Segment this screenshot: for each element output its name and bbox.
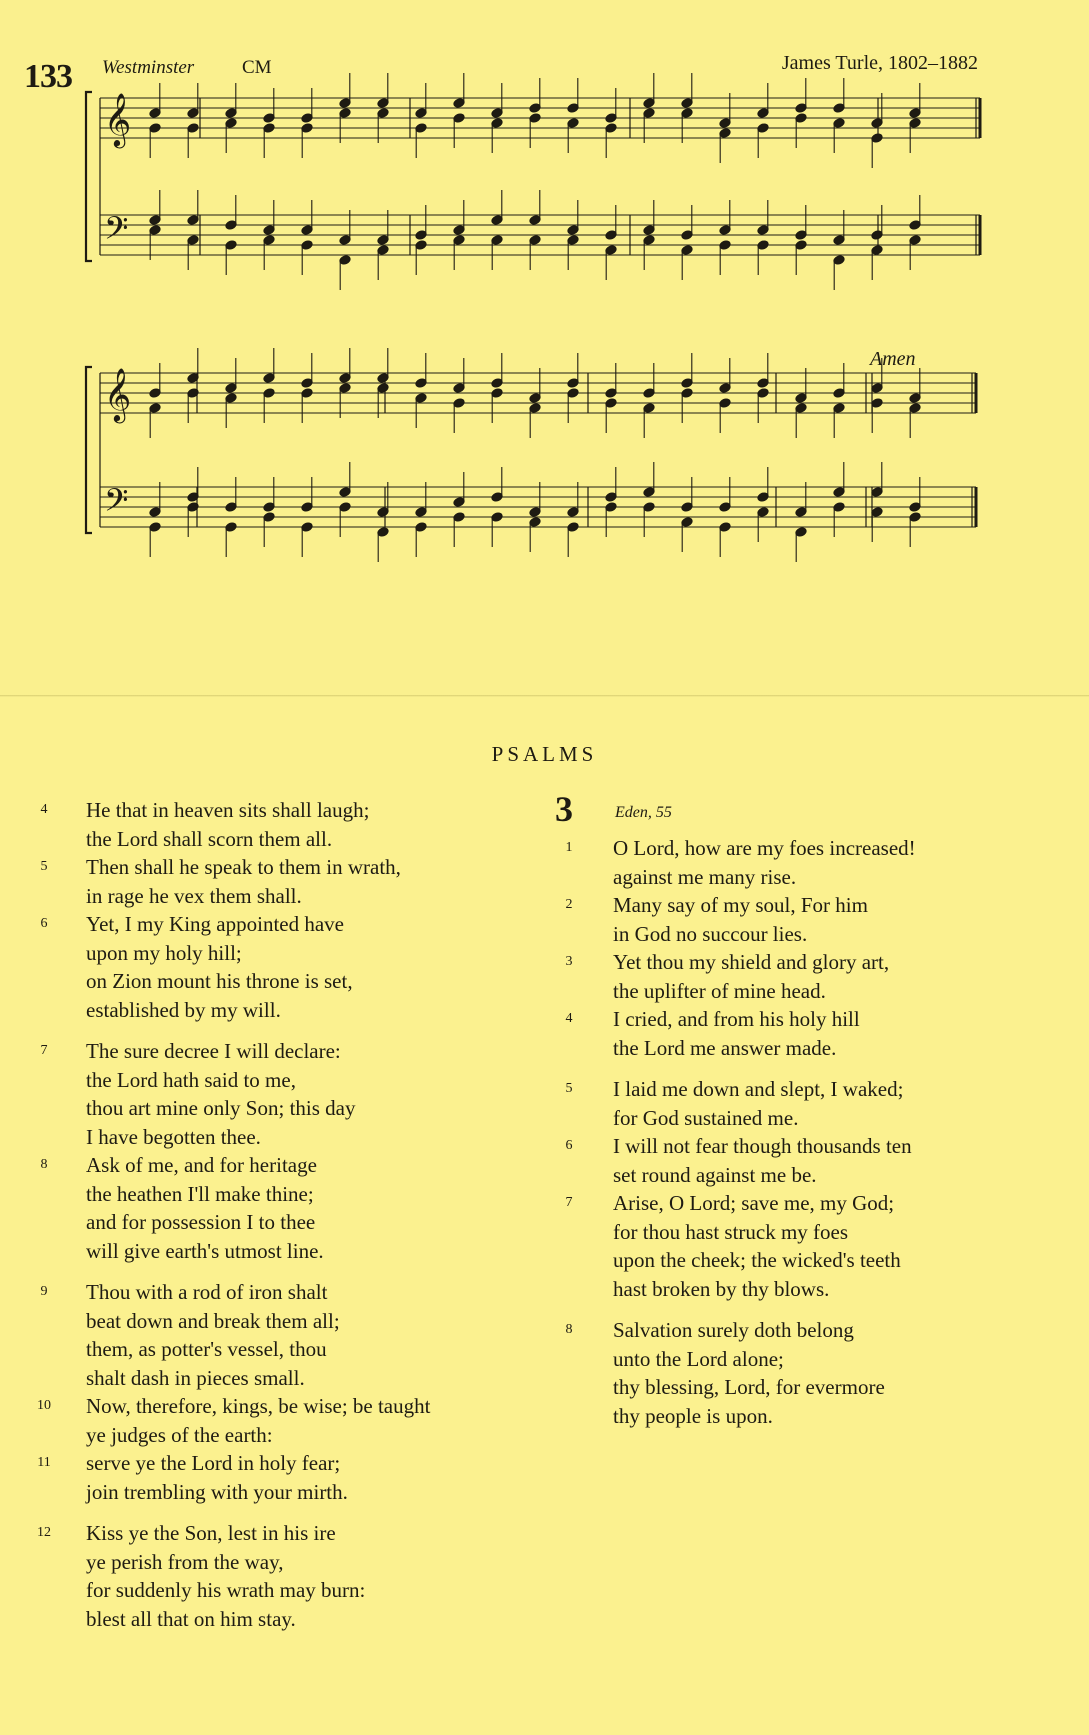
verse-number: 6 (40, 916, 48, 931)
verse-text: ye perish from the way, (86, 1549, 284, 1574)
verse-line (555, 1373, 1075, 1402)
verse-text: Many say of my soul, For him (613, 893, 868, 917)
system-bracket (86, 92, 92, 261)
verse-number: 1 (565, 840, 573, 855)
verse-text: I have begotten thee. (86, 1124, 261, 1149)
psalm-3-column (555, 789, 1075, 1430)
verse-line (30, 1278, 550, 1307)
stanza (30, 1037, 550, 1265)
verse-text: for thou hast struck my foes (613, 1219, 849, 1244)
verse-number: 3 (565, 954, 573, 969)
verse-text: the heathen I'll make thine; (86, 1181, 314, 1206)
verse-text: Yet, I my King appointed have (86, 912, 344, 936)
verse-number: 5 (40, 859, 48, 874)
verse-number: 4 (40, 802, 48, 817)
verse-text: set round against me be. (613, 1162, 817, 1187)
verse-text: and for possession I to thee (86, 1210, 316, 1234)
psalm-tune: Eden, 55 (615, 804, 672, 821)
verse-text: upon the cheek; the wicked's teeth (613, 1248, 901, 1272)
stanza (555, 834, 1075, 1062)
verse-text: thy people is upon. (613, 1403, 773, 1428)
verse-text: Ask of me, and for heritage (86, 1153, 317, 1177)
psalm-number: 3 (555, 789, 573, 829)
verse-line (555, 1075, 1075, 1104)
verse-line (30, 1519, 550, 1548)
verse-line (30, 1548, 550, 1577)
verse-line (30, 1123, 550, 1152)
verse-text: thou art mine only Son; this day (86, 1096, 356, 1120)
verse-text: for suddenly his wrath may burn: (86, 1578, 366, 1602)
verse-text: for God sustained me. (613, 1105, 799, 1130)
verse-line (30, 1449, 550, 1478)
verse-text: the uplifter of mine head. (613, 978, 826, 1003)
verse-line (30, 967, 550, 996)
verse-text: established by my will. (86, 997, 281, 1022)
verse-line (30, 1421, 550, 1450)
verse-number: 11 (37, 1455, 51, 1470)
verse-number: 2 (565, 897, 573, 912)
verse-line (30, 939, 550, 968)
verse-text: beat down and break them all; (86, 1308, 340, 1333)
verse-text: the Lord me answer made. (613, 1035, 837, 1060)
verse-line (30, 1237, 550, 1266)
verse-line (555, 1005, 1075, 1034)
verse-text: unto the Lord alone; (613, 1346, 784, 1371)
verse-number: 10 (37, 1398, 51, 1413)
verse-text: on Zion mount his throne is set, (86, 969, 353, 993)
verse-number: 4 (565, 1011, 573, 1026)
verse-line (555, 1132, 1075, 1161)
verse-line (30, 1605, 550, 1634)
system-bracket (86, 367, 92, 533)
verse-line (30, 1037, 550, 1066)
verse-text: Thou with a rod of iron shalt (86, 1280, 328, 1304)
verse-line (555, 1316, 1075, 1345)
verse-line (30, 1094, 550, 1123)
verse-number: 12 (37, 1525, 51, 1540)
page-fold (0, 695, 1089, 697)
verse-text: Arise, O Lord; save me, my God; (613, 1191, 895, 1215)
stanza (555, 1075, 1075, 1303)
verse-line (30, 882, 550, 911)
verse-text: Now, therefore, kings, be wise; be taught (86, 1394, 431, 1418)
verse-line (30, 910, 550, 939)
verse-text: Salvation surely doth belong (613, 1318, 854, 1342)
section-title: PSALMS (491, 742, 598, 766)
verse-text: against me many rise. (613, 864, 797, 889)
verse-text: Then shall he speak to them in wrath, (86, 855, 401, 879)
verse-line (30, 996, 550, 1025)
verse-line (30, 1478, 550, 1507)
tune-name: Westminster (102, 57, 195, 78)
verse-line (30, 1364, 550, 1393)
verse-text: thy blessing, Lord, for evermore (613, 1375, 885, 1399)
verse-line (555, 863, 1075, 892)
verse-text: O Lord, how are my foes increased! (613, 836, 916, 860)
verse-line (30, 1392, 550, 1421)
bass-clef-icon: 𝄢 (104, 210, 129, 254)
verse-line (555, 1161, 1075, 1190)
verse-text: I cried, and from his holy hill (613, 1007, 860, 1031)
verse-line (555, 1275, 1075, 1304)
stanza (30, 1519, 550, 1633)
verse-line (30, 1576, 550, 1605)
hymn-number: 133 (24, 58, 72, 95)
verse-line (30, 1208, 550, 1237)
verse-text: He that in heaven sits shall laugh; (86, 798, 370, 822)
verse-text: ye judges of the earth: (86, 1422, 273, 1447)
verse-number: 8 (40, 1157, 48, 1172)
verse-text: upon my holy hill; (86, 940, 242, 965)
verse-line (30, 1180, 550, 1209)
psalm-3-verses (555, 834, 1075, 1430)
verse-line (555, 920, 1075, 949)
verse-line (30, 853, 550, 882)
stanza (30, 796, 550, 1024)
verse-text: blest all that on him stay. (86, 1606, 296, 1631)
verse-text: the Lord hath said to me, (86, 1067, 296, 1092)
verse-line (30, 1307, 550, 1336)
composer: James Turle, 1802–1882 (781, 52, 978, 74)
verse-line (555, 1246, 1075, 1275)
verse-text: The sure decree I will declare: (86, 1039, 341, 1063)
verse-line (555, 1189, 1075, 1218)
verse-text: shalt dash in pieces small. (86, 1365, 305, 1390)
treble-clef-icon: 𝄞 (104, 367, 132, 421)
bass-clef-icon: 𝄢 (104, 482, 129, 526)
verse-line (555, 1034, 1075, 1063)
psalm-2-column (30, 796, 550, 1633)
verse-line (30, 1066, 550, 1095)
verse-line (30, 1335, 550, 1364)
verse-text: hast broken by thy blows. (613, 1276, 830, 1301)
verse-text: in rage he vex them shall. (86, 883, 302, 908)
treble-clef-icon: 𝄞 (104, 92, 132, 146)
verse-line (30, 796, 550, 825)
verse-number: 7 (565, 1195, 573, 1210)
verse-text: in God no succour lies. (613, 921, 808, 946)
stanza (555, 1316, 1075, 1430)
verse-line (30, 825, 550, 854)
verse-number: 8 (565, 1322, 573, 1337)
verse-text: Kiss ye the Son, lest in his ire (86, 1521, 336, 1545)
verse-line (555, 948, 1075, 977)
verse-text: I laid me down and slept, I waked; (613, 1077, 904, 1101)
verse-text: serve ye the Lord in holy fear; (86, 1451, 341, 1475)
amen-label: Amen (870, 348, 916, 370)
verse-text: will give earth's utmost line. (86, 1238, 324, 1263)
verse-text: the Lord shall scorn them all. (86, 826, 333, 851)
verse-line (555, 1218, 1075, 1247)
verse-number: 9 (40, 1284, 48, 1299)
psalm-header (555, 789, 1075, 834)
verse-line (30, 1151, 550, 1180)
verse-number: 7 (40, 1043, 48, 1058)
verse-line (555, 891, 1075, 920)
verse-number: 6 (565, 1138, 573, 1153)
stanza (30, 1278, 550, 1506)
verse-text: Yet thou my shield and glory art, (613, 950, 890, 974)
verse-number: 5 (565, 1081, 573, 1096)
verse-text: join trembling with your mirth. (86, 1479, 348, 1504)
verse-text: them, as potter's vessel, thou (86, 1337, 327, 1361)
verse-line (555, 977, 1075, 1006)
verse-line (555, 1104, 1075, 1133)
verse-text: I will not fear though thousands ten (613, 1134, 912, 1158)
music-score (0, 0, 1089, 600)
verse-line (555, 1402, 1075, 1431)
verse-line (555, 834, 1075, 863)
verse-line (555, 1345, 1075, 1374)
meter: CM (242, 57, 272, 78)
